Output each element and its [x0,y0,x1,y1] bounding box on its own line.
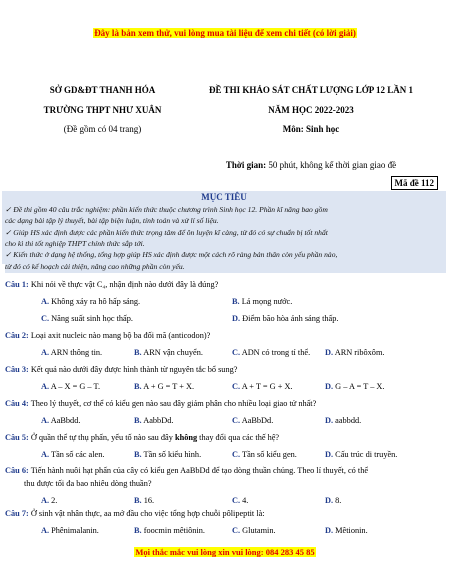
question-6: Câu 6: Tiến hành nuôi hạt phấn của cây có kiểu gen AaBbDd để tạo dòng thuần chủng. Theo lí thuyết, có thể [5,466,369,475]
question-7: Câu 7: Ở sinh vật nhân thực, aa mở đầu cho việc tổng hợp chuỗi pôlipeptit là: [5,509,265,518]
q6-option-b[interactable]: B. 16. [134,496,155,505]
objective-line: ✓ Kiến thức ở dạng hệ thống, tổng hợp giúp HS xác định được một cách rõ ràng bản thân còn yếu phần nào, [5,250,338,259]
question-5: Câu 5: Ở quần thể tự thụ phấn, yếu tố nào sau đây không thay đổi qua các thế hệ? [5,433,280,442]
q2-option-d[interactable]: D. ARN ribôxôm. [325,348,385,357]
exam-title: ĐỀ THI KHẢO SÁT CHẤT LƯỢNG LỚP 12 LẦN 1 [209,85,413,95]
q6-option-c[interactable]: C. 4. [232,496,249,505]
q1-option-b[interactable]: B. Lá mọng nước. [232,297,293,306]
page-count-note: (Đề gồm có 04 trang) [63,124,142,134]
q3-option-a[interactable]: A. A – X = G – T. [41,382,101,391]
q2-option-b[interactable]: B. ARN vận chuyển. [134,348,203,357]
subject-line [180,124,442,134]
q7-option-a[interactable]: A. Phênimalanin. [41,526,99,535]
school-name: TRƯỜNG THPT NHƯ XUÂN [43,105,162,115]
objectives-box [2,191,446,264]
q2-option-a[interactable]: A. ARN thông tin. [41,348,103,357]
objective-line: ✓ Giúp HS xác định được các phần kiến thức trọng tâm để ôn luyện kĩ càng, từ đó có sự chuẩn bị tốt nhất [5,228,328,237]
q3-option-b[interactable]: B. A + G = T + X. [134,382,195,391]
objective-line: ✓ Đề thi gồm 40 câu trắc nghiệm: phần kiến thức thuộc chương trình Sinh học 12. Phần kĩ năng bao gồm [5,205,328,214]
q3-option-d[interactable]: D. G – A = T – X. [325,382,385,391]
q5-option-a[interactable]: A. Tần số các alen. [41,450,105,459]
question-2: Câu 2: Loại axit nucleic nào mang bộ ba đối mã (anticodon)? [5,331,211,340]
q6-option-d[interactable]: D. 8. [325,496,342,505]
department-name: SỞ GD&ĐT THANH HÓA [49,85,156,95]
subject-value: Sinh học [305,124,340,134]
q4-option-a[interactable]: A. AaBbdd. [41,416,81,425]
q6-option-a[interactable]: A. 2. [41,496,58,505]
top-banner: Đây là bản xem thử, vui lòng mua tài liệu để xem chi tiết (có lời giải) [94,28,356,38]
time-label: Thời gian: [225,160,267,170]
q7-option-b[interactable]: B. foocmin mêtiônin. [134,526,205,535]
q5-option-c[interactable]: C. Tần số kiểu gen. [232,450,297,459]
objective-line: cho kì thi tốt nghiệp THPT chính thức sắp tới. [5,239,145,248]
objective-line-last: từ đó có kế hoạch cải thiện, nâng cao những phần còn yếu. [5,261,446,273]
footer-contact: Mọi thắc mắc vui lòng xin vui lòng: 084 283 45 85 [135,547,315,557]
q4-option-d[interactable]: D. aabbdd. [325,416,362,425]
q7-option-d[interactable]: D. Mêtionin. [325,526,368,535]
school-year: NĂM HỌC 2022-2023 [268,105,354,115]
q4-option-b[interactable]: B. AabbDd. [134,416,174,425]
q2-option-c[interactable]: C. ADN có trong tỉ thể. [232,348,311,357]
q7-option-c[interactable]: C. Glutamin. [232,526,276,535]
q1-option-c[interactable]: C. Năng suất sinh học thấp. [41,314,133,323]
time-line [180,160,442,170]
question-4: Câu 4: Theo lý thuyết, cơ thể có kiểu gen nào sau đây giảm phân cho nhiều loại giao tử nhất? [5,399,317,408]
q5-option-d[interactable]: D. Cấu trúc di truyền. [325,450,398,459]
objectives-title: MỤC TIÊU [201,192,247,202]
objective-line: các dạng bài tập lý thuyết, bài tập biện luận, tính toán và xử lí số liệu. [5,216,219,225]
question-6-cont: thu được tối đa bao nhiêu dòng thuần? [24,479,152,488]
q4-option-c[interactable]: C. AaBbDd. [232,416,274,425]
question-3: Câu 3: Kết quả nào dưới đây được hình thành từ nguyên tắc bổ sung? [5,365,238,374]
q3-option-c[interactable]: C. A + T = G + X. [232,382,293,391]
exam-code-box: Mã đề 112 [391,176,439,190]
q5-option-b[interactable]: B. Tần số kiểu hình. [134,450,202,459]
subject-label: Môn: [282,124,304,134]
q1-option-d[interactable]: D. Điểm bão hòa ánh sáng thấp. [232,314,339,323]
question-1: Câu 1: Khi nói về thực vật C₄, nhận định nào dưới đây là đúng? [5,280,219,289]
q1-option-a[interactable]: A. Không xảy ra hô hấp sáng. [41,297,141,306]
time-value: 50 phút, không kể thời gian giao đề [268,160,397,170]
